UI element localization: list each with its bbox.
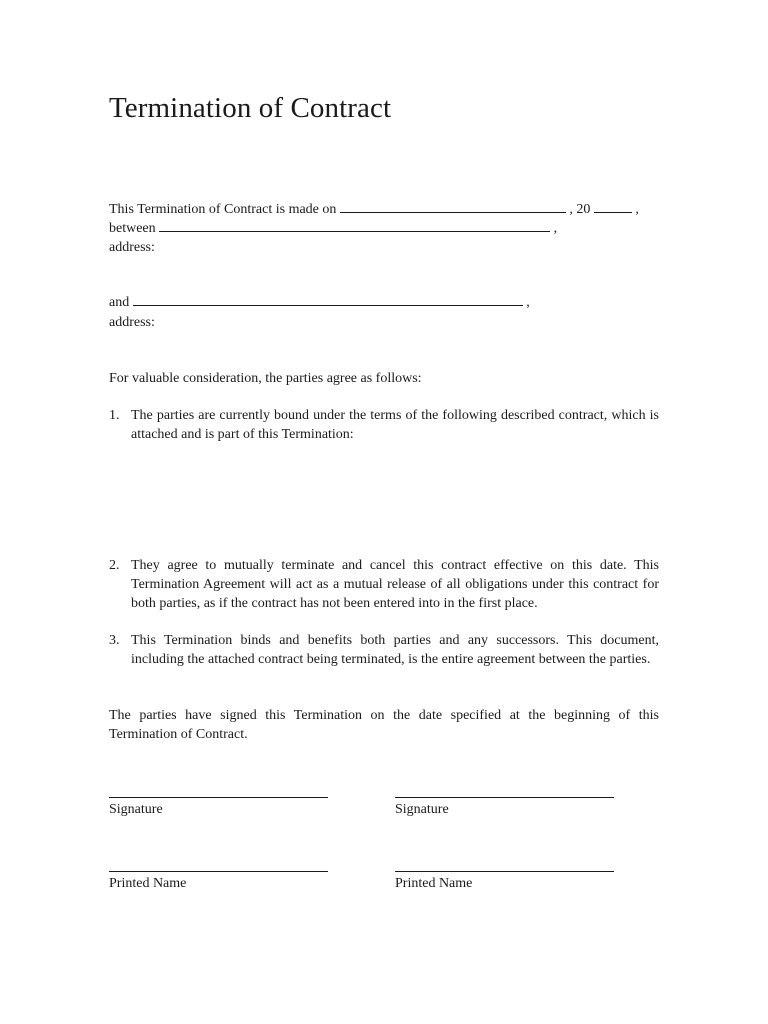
- left-printed-name-label: Printed Name: [109, 876, 187, 891]
- year-prefix: , 20: [569, 202, 591, 217]
- document-title: Termination of Contract: [109, 92, 392, 124]
- list-item: [109, 556, 659, 613]
- address-label-2: address:: [109, 315, 155, 330]
- consideration-text: For valuable consideration, the parties agree as follows:: [109, 371, 422, 386]
- left-printed-name-line[interactable]: [109, 871, 328, 872]
- second-party-blank[interactable]: [133, 293, 523, 306]
- right-signature-line[interactable]: [395, 797, 614, 798]
- and-label: and: [109, 295, 130, 310]
- made-on-line: [109, 200, 639, 219]
- first-party-blank[interactable]: [159, 219, 550, 232]
- item-text: The parties are currently bound under the terms of the following described contract, which is attached and is part of this Termination:: [131, 408, 659, 442]
- item-number: 2.: [109, 558, 120, 573]
- item-number: 1.: [109, 408, 120, 423]
- right-signature-label: Signature: [395, 802, 449, 817]
- between-label: between: [109, 221, 156, 236]
- made-on-text: This Termination of Contract is made on: [109, 202, 337, 217]
- date-blank[interactable]: [340, 200, 566, 213]
- left-signature-label: Signature: [109, 802, 163, 817]
- item-text: This Termination binds and benefits both parties and any successors. This document, including the attached contract being terminated, is the entire agreement between the parties.: [131, 633, 659, 667]
- year-blank[interactable]: [594, 200, 632, 213]
- closing-paragraph: The parties have signed this Termination on the date specified at the beginning of this Termination of Contract.: [109, 708, 659, 742]
- left-signature-line[interactable]: [109, 797, 328, 798]
- item-text: They agree to mutually terminate and cancel this contract effective on this date. This Termination Agreement will act as a mutual release of all obligations under this contract for both parties, as if the contract has not been entered into in the first place.: [131, 558, 659, 611]
- between-comma: ,: [553, 221, 558, 236]
- date-comma: ,: [635, 202, 639, 217]
- right-printed-name-label: Printed Name: [395, 876, 473, 891]
- and-line: [109, 293, 530, 312]
- between-line: [109, 219, 557, 238]
- item-number: 3.: [109, 633, 120, 648]
- list-item: [109, 631, 659, 669]
- and-comma: ,: [526, 295, 530, 310]
- right-printed-name-line[interactable]: [395, 871, 614, 872]
- list-item: [109, 406, 659, 444]
- address-label-1: address:: [109, 240, 155, 255]
